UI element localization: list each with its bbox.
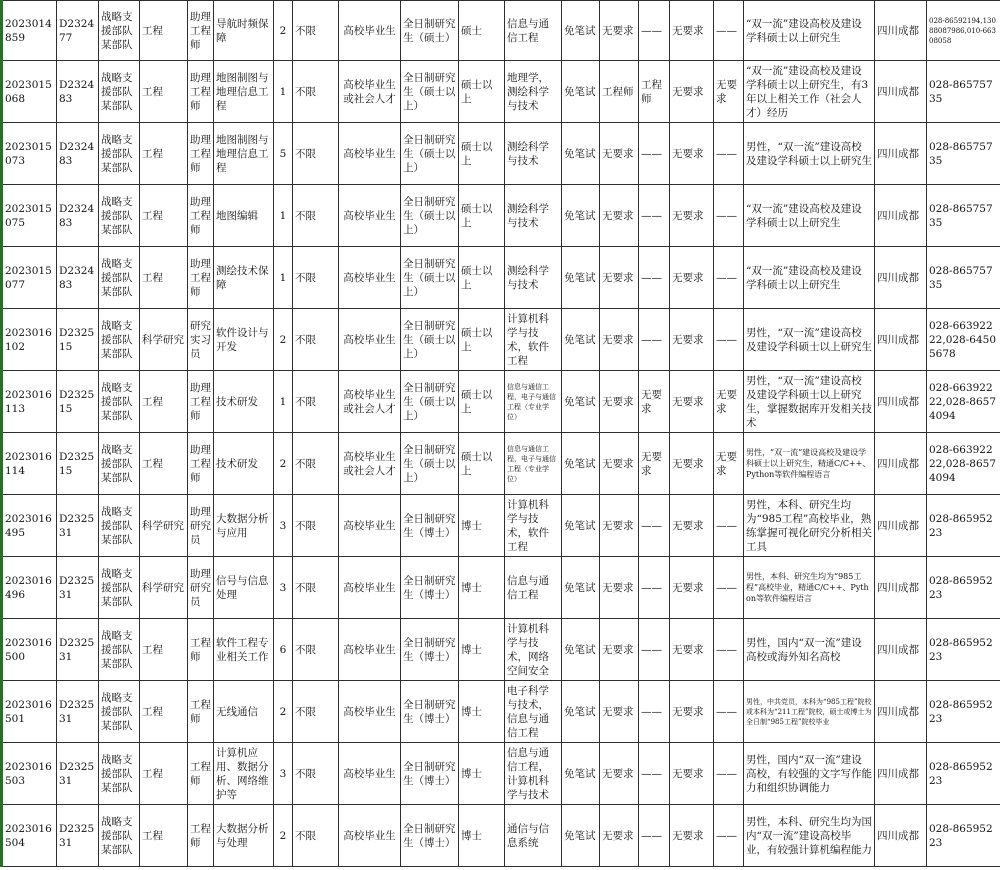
major-cell: 信息与通信工程，电子与通信工程（专业学位） [505, 371, 562, 433]
exam-cell: 免笔试 [562, 433, 600, 495]
count-cell: 6 [274, 619, 293, 681]
location-cell: 四川成都 [875, 743, 927, 805]
category-cell: 工程 [140, 433, 188, 495]
location-cell: 四川成都 [875, 185, 927, 247]
exam-cell: 免笔试 [562, 309, 600, 371]
position-cell: 工程师 [188, 619, 214, 681]
degree-cell: 硕士以上 [459, 61, 505, 123]
phone-cell: 028-86595223 [927, 743, 1000, 805]
remarks-cell: 男性，国内“双一流”建设高校或海外知名高校 [744, 619, 875, 681]
location-cell: 四川成都 [875, 371, 927, 433]
phone-cell: 028-86595223 [927, 495, 1000, 557]
experience-cell: 无要求 [670, 557, 714, 619]
age-cell: 不限 [293, 433, 339, 495]
unit-code-cell: D232515 [57, 433, 99, 495]
category-cell: 科学研究 [140, 309, 188, 371]
post-cell: 技术研发 [214, 371, 274, 433]
source-cell: 高校毕业生 [339, 743, 401, 805]
location-cell: 四川成都 [875, 123, 927, 185]
post-cell: 计算机应用、数据分析、网络维护等 [214, 743, 274, 805]
department-cell: 战略支援部队某部队 [99, 495, 140, 557]
post-cell: 测绘技术保障 [214, 247, 274, 309]
exam-cell: 免笔试 [562, 619, 600, 681]
age-cell: 不限 [293, 743, 339, 805]
education-cell: 全日制研究生（硕士以上） [401, 371, 459, 433]
age-cell: 不限 [293, 371, 339, 433]
category-cell: 工程 [140, 681, 188, 743]
experience-cell: 无要求 [670, 619, 714, 681]
other-requirement-cell: —— [714, 247, 744, 309]
position-cell: 助理工程师 [188, 185, 214, 247]
remarks-cell: 男性，本科、研究生均为“985工程”高校毕业，熟练掌握可视化研究分析相关工具 [744, 495, 875, 557]
position-cell: 研究实习员 [188, 309, 214, 371]
experience-cell: 无要求 [670, 1, 714, 61]
phone-cell: 028-86575735 [927, 185, 1000, 247]
table-row [2, 309, 1000, 371]
education-cell: 全日制研究生（硕士） [401, 1, 459, 61]
count-cell: 1 [274, 61, 293, 123]
phone-cell: 028-86575735 [927, 123, 1000, 185]
source-cell: 高校毕业生 [339, 805, 401, 867]
source-cell: 高校毕业生 [339, 1, 401, 61]
title-requirement-cell: 无要求 [600, 433, 639, 495]
qualification-cell: 无要求 [639, 371, 670, 433]
post-cell: 软件工程专业相关工作 [214, 619, 274, 681]
degree-cell: 硕士以上 [459, 123, 505, 185]
department-cell: 战略支援部队某部队 [99, 619, 140, 681]
source-cell: 高校毕业生 [339, 619, 401, 681]
title-requirement-cell: 无要求 [600, 247, 639, 309]
other-requirement-cell: —— [714, 805, 744, 867]
count-cell: 2 [274, 1, 293, 61]
qualification-cell: —— [639, 185, 670, 247]
unit-code-cell: D232531 [57, 495, 99, 557]
table-row [2, 681, 1000, 743]
major-cell: 计算机科学与技术，软件工程 [505, 309, 562, 371]
unit-code-cell: D232477 [57, 1, 99, 61]
major-cell: 测绘科学与技术 [505, 247, 562, 309]
experience-cell: 无要求 [670, 185, 714, 247]
major-cell: 信息与通信工程，计算机科学与技术 [505, 743, 562, 805]
other-requirement-cell: —— [714, 619, 744, 681]
post-cell: 大数据分析与处理 [214, 805, 274, 867]
unit-code-cell: D232483 [57, 61, 99, 123]
other-requirement-cell: —— [714, 743, 744, 805]
qualification-cell: —— [639, 805, 670, 867]
education-cell: 全日制研究生（硕士以上） [401, 61, 459, 123]
table-row [2, 61, 1000, 123]
title-requirement-cell: 无要求 [600, 619, 639, 681]
degree-cell: 硕士以上 [459, 371, 505, 433]
table-row [2, 619, 1000, 681]
exam-cell: 免笔试 [562, 185, 600, 247]
count-cell: 2 [274, 309, 293, 371]
education-cell: 全日制研究生（硕士以上） [401, 185, 459, 247]
age-cell: 不限 [293, 495, 339, 557]
location-cell: 四川成都 [875, 681, 927, 743]
other-requirement-cell: 无要求 [714, 371, 744, 433]
table-row [2, 1, 1000, 61]
unit-code-cell: D232531 [57, 619, 99, 681]
experience-cell: 无要求 [670, 247, 714, 309]
phone-cell: 028-86595223 [927, 557, 1000, 619]
education-cell: 全日制研究生（博士） [401, 681, 459, 743]
exam-cell: 免笔试 [562, 557, 600, 619]
position-cell: 助理工程师 [188, 1, 214, 61]
title-requirement-cell: 无要求 [600, 123, 639, 185]
source-cell: 高校毕业生 [339, 681, 401, 743]
age-cell: 不限 [293, 619, 339, 681]
category-cell: 工程 [140, 185, 188, 247]
qualification-cell: —— [639, 681, 670, 743]
remarks-cell: 男性，“双一流”建设高校及建设学科硕士以上研究生，精通C/C++、Python等软件编程语言 [744, 433, 875, 495]
experience-cell: 无要求 [670, 371, 714, 433]
job-id-cell: 2023016114 [2, 433, 57, 495]
phone-cell: 028-86575735 [927, 61, 1000, 123]
phone-cell: 028-86595223 [927, 619, 1000, 681]
other-requirement-cell: —— [714, 557, 744, 619]
location-cell: 四川成都 [875, 619, 927, 681]
source-cell: 高校毕业生 [339, 247, 401, 309]
location-cell: 四川成都 [875, 805, 927, 867]
count-cell: 2 [274, 805, 293, 867]
job-id-cell: 2023016503 [2, 743, 57, 805]
education-cell: 全日制研究生（硕士以上） [401, 247, 459, 309]
phone-cell: 028-86592194,13088087986,010-66308058 [927, 1, 1000, 61]
post-cell: 地图制图与地理信息工程 [214, 61, 274, 123]
major-cell: 计算机科学与技术，软件工程 [505, 495, 562, 557]
exam-cell: 免笔试 [562, 681, 600, 743]
title-requirement-cell: 无要求 [600, 495, 639, 557]
experience-cell: 无要求 [670, 743, 714, 805]
major-cell: 地理学，测绘科学与技术 [505, 61, 562, 123]
major-cell: 信息与通信工程，电子与通信工程（专业学位） [505, 433, 562, 495]
age-cell: 不限 [293, 681, 339, 743]
category-cell: 工程 [140, 743, 188, 805]
job-id-cell: 2023016500 [2, 619, 57, 681]
experience-cell: 无要求 [670, 123, 714, 185]
position-cell: 助理工程师 [188, 371, 214, 433]
location-cell: 四川成都 [875, 61, 927, 123]
title-requirement-cell: 工程师 [600, 61, 639, 123]
department-cell: 战略支援部队某部队 [99, 1, 140, 61]
age-cell: 不限 [293, 309, 339, 371]
table-row [2, 557, 1000, 619]
department-cell: 战略支援部队某部队 [99, 247, 140, 309]
category-cell: 科学研究 [140, 557, 188, 619]
table-row [2, 247, 1000, 309]
department-cell: 战略支援部队某部队 [99, 805, 140, 867]
location-cell: 四川成都 [875, 309, 927, 371]
exam-cell: 免笔试 [562, 1, 600, 61]
position-cell: 工程师 [188, 743, 214, 805]
position-cell: 助理工程师 [188, 123, 214, 185]
other-requirement-cell: 无要求 [714, 61, 744, 123]
remarks-cell: 男性，“双一流”建设高校及建设学科硕士以上研究生 [744, 309, 875, 371]
qualification-cell: —— [639, 557, 670, 619]
qualification-cell: —— [639, 309, 670, 371]
major-cell: 测绘科学与技术 [505, 123, 562, 185]
position-cell: 助理工程师 [188, 433, 214, 495]
job-id-cell: 2023015073 [2, 123, 57, 185]
education-cell: 全日制研究生（博士） [401, 495, 459, 557]
job-id-cell: 2023016102 [2, 309, 57, 371]
table-row [2, 185, 1000, 247]
experience-cell: 无要求 [670, 681, 714, 743]
phone-cell: 028-66392222,028-86574094 [927, 371, 1000, 433]
major-cell: 计算机科学与技术，网络空间安全 [505, 619, 562, 681]
count-cell: 1 [274, 185, 293, 247]
education-cell: 全日制研究生（博士） [401, 557, 459, 619]
major-cell: 信息与通信工程 [505, 1, 562, 61]
qualification-cell: 无要求 [639, 433, 670, 495]
location-cell: 四川成都 [875, 495, 927, 557]
category-cell: 工程 [140, 371, 188, 433]
unit-code-cell: D232531 [57, 681, 99, 743]
department-cell: 战略支援部队某部队 [99, 681, 140, 743]
location-cell: 四川成都 [875, 433, 927, 495]
source-cell: 高校毕业生 [339, 185, 401, 247]
remarks-cell: 男性，国内“双一流”建设高校，有较强的文字写作能力和组织协调能力 [744, 743, 875, 805]
qualification-cell: —— [639, 247, 670, 309]
post-cell: 大数据分析与应用 [214, 495, 274, 557]
degree-cell: 博士 [459, 557, 505, 619]
job-id-cell: 2023015068 [2, 61, 57, 123]
table-row [2, 805, 1000, 867]
post-cell: 无线通信 [214, 681, 274, 743]
position-cell: 助理研究员 [188, 495, 214, 557]
post-cell: 地图编辑 [214, 185, 274, 247]
exam-cell: 免笔试 [562, 123, 600, 185]
education-cell: 全日制研究生（博士） [401, 805, 459, 867]
count-cell: 3 [274, 557, 293, 619]
department-cell: 战略支援部队某部队 [99, 61, 140, 123]
age-cell: 不限 [293, 185, 339, 247]
remarks-cell: “双一流”建设高校及建设学科硕士以上研究生，有3年以上相关工作（社会人才）经历 [744, 61, 875, 123]
experience-cell: 无要求 [670, 495, 714, 557]
post-cell: 软件设计与开发 [214, 309, 274, 371]
count-cell: 3 [274, 495, 293, 557]
count-cell: 1 [274, 247, 293, 309]
location-cell: 四川成都 [875, 247, 927, 309]
department-cell: 战略支援部队某部队 [99, 185, 140, 247]
source-cell: 高校毕业生 [339, 557, 401, 619]
education-cell: 全日制研究生（硕士以上） [401, 309, 459, 371]
title-requirement-cell: 无要求 [600, 185, 639, 247]
source-cell: 高校毕业生或社会人才 [339, 61, 401, 123]
count-cell: 1 [274, 371, 293, 433]
category-cell: 科学研究 [140, 495, 188, 557]
remarks-cell: “双一流”建设高校及建设学科硕士以上研究生 [744, 1, 875, 61]
education-cell: 全日制研究生（硕士以上） [401, 123, 459, 185]
title-requirement-cell: 无要求 [600, 805, 639, 867]
count-cell: 3 [274, 743, 293, 805]
category-cell: 工程 [140, 61, 188, 123]
experience-cell: 无要求 [670, 805, 714, 867]
experience-cell: 无要求 [670, 61, 714, 123]
source-cell: 高校毕业生 [339, 495, 401, 557]
exam-cell: 免笔试 [562, 371, 600, 433]
qualification-cell: —— [639, 495, 670, 557]
qualification-cell: —— [639, 619, 670, 681]
count-cell: 2 [274, 433, 293, 495]
phone-cell: 028-66392222,028-64505678 [927, 309, 1000, 371]
phone-cell: 028-86595223 [927, 681, 1000, 743]
count-cell: 5 [274, 123, 293, 185]
position-cell: 助理研究员 [188, 557, 214, 619]
degree-cell: 硕士以上 [459, 433, 505, 495]
unit-code-cell: D232531 [57, 557, 99, 619]
degree-cell: 硕士以上 [459, 247, 505, 309]
major-cell: 测绘科学与技术 [505, 185, 562, 247]
exam-cell: 免笔试 [562, 247, 600, 309]
post-cell: 地图制图与地理信息工程 [214, 123, 274, 185]
other-requirement-cell: —— [714, 1, 744, 61]
age-cell: 不限 [293, 1, 339, 61]
table-row [2, 371, 1000, 433]
degree-cell: 博士 [459, 619, 505, 681]
age-cell: 不限 [293, 61, 339, 123]
experience-cell: 无要求 [670, 433, 714, 495]
table-row [2, 743, 1000, 805]
degree-cell: 硕士以上 [459, 185, 505, 247]
source-cell: 高校毕业生 [339, 309, 401, 371]
age-cell: 不限 [293, 247, 339, 309]
unit-code-cell: D232515 [57, 309, 99, 371]
major-cell: 信息与通信工程 [505, 557, 562, 619]
phone-cell: 028-86595223 [927, 805, 1000, 867]
unit-code-cell: D232483 [57, 185, 99, 247]
exam-cell: 免笔试 [562, 743, 600, 805]
category-cell: 工程 [140, 123, 188, 185]
table-row [2, 433, 1000, 495]
job-id-cell: 2023015075 [2, 185, 57, 247]
job-id-cell: 2023016495 [2, 495, 57, 557]
other-requirement-cell: —— [714, 681, 744, 743]
remarks-cell: 男性，“双一流”建设高校及建设学科硕士以上研究生，掌握数据库开发相关技术 [744, 371, 875, 433]
location-cell: 四川成都 [875, 1, 927, 61]
other-requirement-cell: —— [714, 185, 744, 247]
qualification-cell: 工程师 [639, 61, 670, 123]
other-requirement-cell: —— [714, 123, 744, 185]
position-cell: 工程师 [188, 805, 214, 867]
remarks-cell: 男性，本科、研究生均为“985工程”高校毕业，精通C/C++、Python等软件编程语言 [744, 557, 875, 619]
remarks-cell: “双一流”建设高校及建设学科硕士以上研究生 [744, 247, 875, 309]
remarks-cell: 男性，本科、研究生均为国内“双一流”建设高校毕业，有较强计算机编程能力 [744, 805, 875, 867]
remarks-cell: 男性，中共党员，本科为“985工程”院校或本科为“211工程”院校，硕士或博士为全日制“985工程”院校毕业 [744, 681, 875, 743]
degree-cell: 硕士 [459, 1, 505, 61]
qualification-cell: —— [639, 123, 670, 185]
job-id-cell: 2023014859 [2, 1, 57, 61]
source-cell: 高校毕业生 [339, 123, 401, 185]
experience-cell: 无要求 [670, 309, 714, 371]
department-cell: 战略支援部队某部队 [99, 743, 140, 805]
title-requirement-cell: 无要求 [600, 309, 639, 371]
other-requirement-cell: —— [714, 495, 744, 557]
category-cell: 工程 [140, 619, 188, 681]
job-id-cell: 2023016496 [2, 557, 57, 619]
other-requirement-cell: 无要求 [714, 433, 744, 495]
exam-cell: 免笔试 [562, 495, 600, 557]
department-cell: 战略支援部队某部队 [99, 371, 140, 433]
position-cell: 助理工程师 [188, 247, 214, 309]
department-cell: 战略支援部队某部队 [99, 433, 140, 495]
source-cell: 高校毕业生或社会人才 [339, 433, 401, 495]
department-cell: 战略支援部队某部队 [99, 123, 140, 185]
unit-code-cell: D232531 [57, 805, 99, 867]
title-requirement-cell: 无要求 [600, 371, 639, 433]
unit-code-cell: D232483 [57, 247, 99, 309]
table-row [2, 495, 1000, 557]
post-cell: 导航时频保障 [214, 1, 274, 61]
category-cell: 工程 [140, 1, 188, 61]
post-cell: 信号与信息处理 [214, 557, 274, 619]
degree-cell: 博士 [459, 495, 505, 557]
title-requirement-cell: 无要求 [600, 681, 639, 743]
department-cell: 战略支援部队某部队 [99, 309, 140, 371]
category-cell: 工程 [140, 247, 188, 309]
education-cell: 全日制研究生（硕士以上） [401, 433, 459, 495]
unit-code-cell: D232483 [57, 123, 99, 185]
category-cell: 工程 [140, 805, 188, 867]
table-row [2, 123, 1000, 185]
phone-cell: 028-86575735 [927, 247, 1000, 309]
source-cell: 高校毕业生或社会人才 [339, 371, 401, 433]
education-cell: 全日制研究生（博士） [401, 743, 459, 805]
qualification-cell: —— [639, 1, 670, 61]
title-requirement-cell: 无要求 [600, 743, 639, 805]
count-cell: 2 [274, 681, 293, 743]
title-requirement-cell: 无要求 [600, 557, 639, 619]
department-cell: 战略支援部队某部队 [99, 557, 140, 619]
age-cell: 不限 [293, 123, 339, 185]
phone-cell: 028-66392222,028-86574094 [927, 433, 1000, 495]
age-cell: 不限 [293, 557, 339, 619]
title-requirement-cell: 无要求 [600, 1, 639, 61]
qualification-cell: —— [639, 743, 670, 805]
degree-cell: 博士 [459, 743, 505, 805]
major-cell: 电子科学与技术，信息与通信工程 [505, 681, 562, 743]
degree-cell: 博士 [459, 681, 505, 743]
other-requirement-cell: —— [714, 309, 744, 371]
job-id-cell: 2023015077 [2, 247, 57, 309]
exam-cell: 免笔试 [562, 805, 600, 867]
location-cell: 四川成都 [875, 557, 927, 619]
unit-code-cell: D232531 [57, 743, 99, 805]
unit-code-cell: D232515 [57, 371, 99, 433]
exam-cell: 免笔试 [562, 61, 600, 123]
education-cell: 全日制研究生（博士） [401, 619, 459, 681]
remarks-cell: 男性，“双一流”建设高校及建设学科硕士以上研究生 [744, 123, 875, 185]
position-cell: 助理工程师 [188, 61, 214, 123]
job-id-cell: 2023016504 [2, 805, 57, 867]
position-cell: 工程师 [188, 681, 214, 743]
post-cell: 技术研发 [214, 433, 274, 495]
degree-cell: 硕士以上 [459, 309, 505, 371]
job-id-cell: 2023016501 [2, 681, 57, 743]
age-cell: 不限 [293, 805, 339, 867]
remarks-cell: “双一流”建设高校及建设学科硕士以上研究生 [744, 185, 875, 247]
job-id-cell: 2023016113 [2, 371, 57, 433]
degree-cell: 博士 [459, 805, 505, 867]
major-cell: 通信与信息系统 [505, 805, 562, 867]
